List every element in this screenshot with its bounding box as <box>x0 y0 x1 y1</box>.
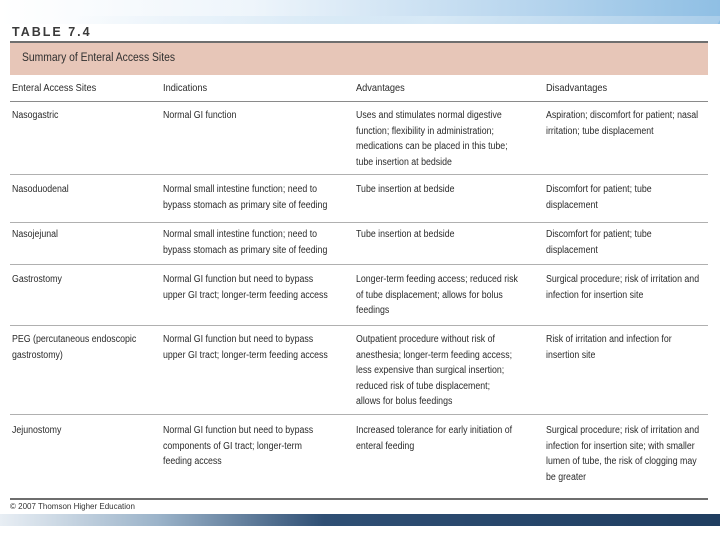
table-row <box>10 175 708 223</box>
cell-site: Nasogastric <box>12 110 59 121</box>
cell-indications: Normal small intestine function; need to bypass stomach as primary site of feeding <box>163 229 328 256</box>
table-caption-bar <box>10 43 708 75</box>
cell-site: Gastrostomy <box>12 274 62 285</box>
cell-indications: Normal small intestine function; need to bypass stomach as primary site of feeding <box>163 184 328 211</box>
cell-advantages: Outpatient procedure without risk of anesthesia; longer-term feeding access; less expensive than surgical insertion; reduced risk of tube displacement; allows for bolus feedings <box>356 334 513 407</box>
cell-site: PEG (percutaneous endoscopic gastrostomy) <box>12 334 137 361</box>
table-row <box>10 102 708 175</box>
cell-advantages: Uses and stimulates normal digestive function; flexibility in administration; medications can be placed in this tube; tube insertion at bedside <box>356 110 508 168</box>
table-row <box>10 415 708 498</box>
cell-disadvantages: Discomfort for patient; tube displacement <box>546 184 652 211</box>
cell-indications: Normal GI function <box>163 110 237 121</box>
bottom-rule <box>10 498 708 500</box>
cell-site: Jejunostomy <box>12 425 62 436</box>
header-enteral-access-sites: Enteral Access Sites <box>12 82 97 94</box>
header-advantages: Advantages <box>356 82 405 94</box>
bottom-decorative-band <box>0 514 720 526</box>
cell-disadvantages: Risk of irritation and infection for insertion site <box>546 334 672 361</box>
cell-indications: Normal GI function but need to bypass upper GI tract; longer-term feeding access <box>163 334 328 361</box>
cell-disadvantages: Surgical procedure; risk of irritation and infection for insertion site <box>546 274 700 301</box>
header-disadvantages: Disadvantages <box>546 82 608 94</box>
cell-disadvantages: Discomfort for patient; tube displacement <box>546 229 652 256</box>
cell-site: Nasoduodenal <box>12 184 69 195</box>
cell-advantages: Tube insertion at bedside <box>356 184 455 195</box>
header-indications: Indications <box>163 82 208 94</box>
cell-disadvantages: Aspiration; discomfort for patient; nasal irritation; tube displacement <box>546 110 699 137</box>
table-row <box>10 223 708 265</box>
cell-disadvantages: Surgical procedure; risk of irritation and infection for insertion site; with smaller lumen of tube, the risk of clogging may be greater <box>546 425 700 483</box>
table-row <box>10 326 708 415</box>
cell-advantages: Increased tolerance for early initiation of enteral feeding <box>356 425 513 452</box>
cell-advantages: Longer-term feeding access; reduced risk of tube displacement; allows for bolus feedings <box>356 274 518 316</box>
table-number-label: TABLE 7.4 <box>12 25 92 39</box>
cell-indications: Normal GI function but need to bypass components of GI tract; longer-term feeding access <box>163 425 314 467</box>
table-row <box>10 265 708 326</box>
top-decorative-band <box>0 0 720 24</box>
table-caption: Summary of Enteral Access Sites <box>22 52 176 64</box>
table-header-row <box>10 75 708 102</box>
cell-site: Nasojejunal <box>12 229 58 240</box>
cell-indications: Normal GI function but need to bypass upper GI tract; longer-term feeding access <box>163 274 328 301</box>
cell-advantages: Tube insertion at bedside <box>356 229 455 240</box>
copyright-notice: © 2007 Thomson Higher Education <box>10 502 135 511</box>
